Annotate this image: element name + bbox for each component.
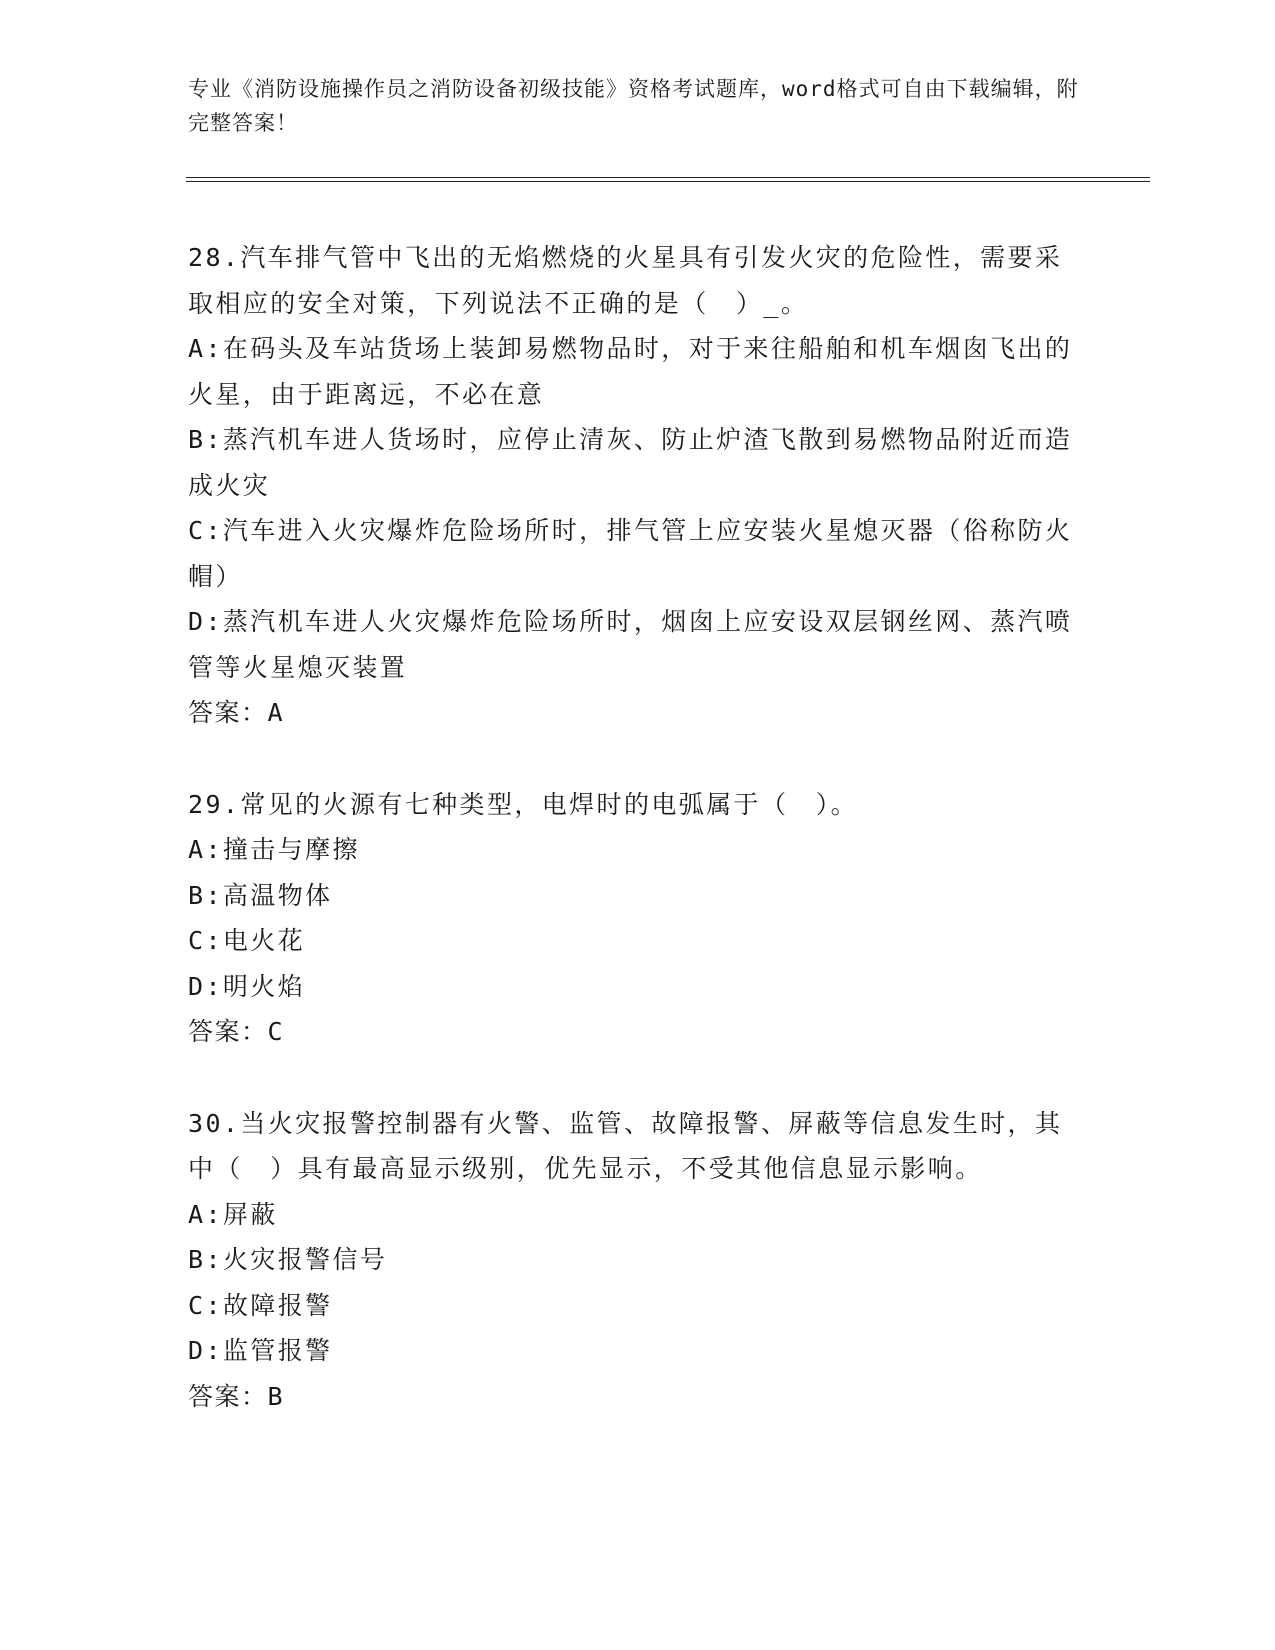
option-a: A:在码头及车站货场上装卸易燃物品时，对于来往船舶和机车烟囱飞出的火星，由于距离远，不必在意 bbox=[188, 334, 1073, 409]
option-d: D:监管报警 bbox=[188, 1336, 333, 1365]
option-c: C:故障报警 bbox=[188, 1290, 333, 1320]
option-b: B:蒸汽机车进人货场时，应停止清灰、防止炉渣飞散到易燃物品附近而造成火灾 bbox=[188, 425, 1073, 500]
option-b: B:高温物体 bbox=[188, 880, 333, 910]
question-list bbox=[188, 235, 1088, 1465]
question-29 bbox=[188, 782, 1088, 1055]
answer: 答案：A bbox=[188, 698, 285, 727]
option-d: D:蒸汽机车进人火灾爆炸危险场所时，烟囱上应安设双层钢丝网、蒸汽喷管等火星熄灭装置 bbox=[188, 607, 1073, 682]
header-divider bbox=[186, 177, 1150, 182]
answer: 答案：C bbox=[188, 1017, 285, 1046]
question-28 bbox=[188, 235, 1088, 736]
option-c: C:电火花 bbox=[188, 926, 306, 955]
question-30 bbox=[188, 1101, 1088, 1420]
question-stem: 28.汽车排气管中飞出的无焰燃烧的火星具有引发火灾的危险性，需要采取相应的安全对策，下列说法不正确的是（ ）_。 bbox=[188, 243, 1063, 318]
option-c: C:汽车进入火灾爆炸危险场所时，排气管上应安装火星熄灭器（俗称防火帽） bbox=[188, 516, 1073, 591]
document-header: 专业《消防设施操作员之消防设备初级技能》资格考试题库，word格式可自由下载编辑，附完整答案！ bbox=[188, 77, 1079, 135]
option-a: A:撞击与摩擦 bbox=[188, 835, 360, 864]
answer: 答案：B bbox=[188, 1381, 285, 1411]
option-a: A:屏蔽 bbox=[188, 1199, 278, 1229]
question-stem: 29.常见的火源有七种类型，电焊时的电弧属于（ ）。 bbox=[188, 789, 859, 819]
question-stem: 30.当火灾报警控制器有火警、监管、故障报警、屏蔽等信息发生时，其中（ ）具有最高显示级别，优先显示，不受其他信息显示影响。 bbox=[188, 1108, 1063, 1183]
option-d: D:明火焰 bbox=[188, 971, 306, 1001]
option-b: B:火灾报警信号 bbox=[188, 1245, 388, 1274]
